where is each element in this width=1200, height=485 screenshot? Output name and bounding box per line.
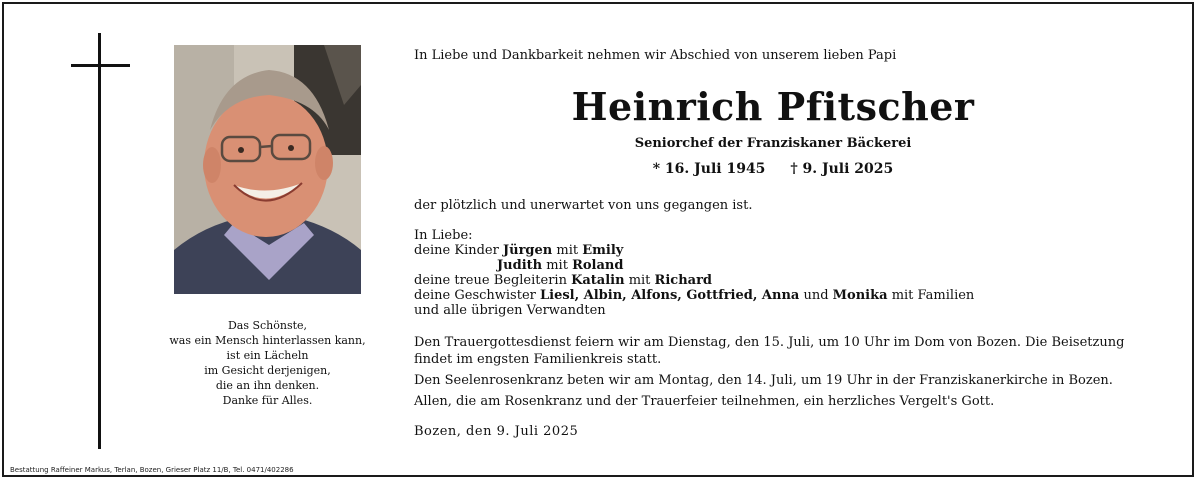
family-heading: In Liebe: [414,228,473,243]
rosary-text: Den Seelenrosenkranz beten wir am Montag, den 14. Juli, um 19 Uhr in der Franziskanerkirche in Bozen. [414,373,1113,388]
family-member: Roland [572,258,624,273]
passing-text: der plötzlich und unerwartet von uns gegangen ist. [414,198,753,213]
family-children-line [414,258,974,273]
cross-icon [98,33,101,449]
family-companion-line [414,273,974,288]
funeral-home-info: Bestattung Raffeiner Markus, Terlan, Bozen, Grieser Platz 11/B, Tel. 0471/402286 [10,466,294,474]
deceased-name: Heinrich Pfitscher [571,84,975,129]
cross-icon-bar [71,64,130,67]
death-date: † 9. Juli 2025 [790,161,894,177]
funeral-service-text: Den Trauergottesdienst feiern wir am Dienstag, den 15. Juli, um 10 Uhr im Dom von Bozen. Die Beisetzung findet im engsten Familienkreis statt. [414,335,1125,367]
family-list [414,228,974,318]
birth-date: * 16. Juli 1945 [652,161,766,177]
deceased-role: Seniorchef der Franziskaner Bäckerei [634,136,912,151]
portrait-photo [174,45,361,294]
quote-line: die an ihn denken. [215,379,320,392]
quote-line: Das Schönste, [227,319,308,332]
family-member: Liesl, Albin, Alfons, Gottfried, Anna [540,288,800,303]
family-prefix: deine Kinder [414,243,503,258]
family-children-line [414,243,974,258]
family-rest-line: und alle übrigen Verwandten [414,303,606,318]
service-info [414,334,1154,414]
family-connector: mit [552,243,583,258]
family-member: Jürgen [502,243,553,258]
quote-line: im Gesicht derjenigen, [204,364,331,377]
quote-line: Danke für Alles. [222,394,313,407]
family-connector: und [799,288,833,303]
family-member: Emily [582,243,624,258]
family-member: Judith [497,258,543,273]
family-suffix: mit Familien [887,288,975,303]
family-siblings-line [414,288,974,303]
family-member: Katalin [571,273,625,288]
family-prefix: deine Geschwister [414,288,540,303]
quote-line: was ein Mensch hinterlassen kann, [169,334,366,347]
memorial-quote [150,318,385,408]
place-date: Bozen, den 9. Juli 2025 [414,424,579,439]
quote-line: ist ein Lächeln [226,349,309,362]
family-connector: mit [542,258,573,273]
family-prefix: deine treue Begleiterin [414,273,572,288]
family-member: Richard [654,273,713,288]
family-connector: mit [624,273,655,288]
thanks-text: Allen, die am Rosenkranz und der Trauerfeier teilnehmen, ein herzliches Vergelt's Gott. [414,394,995,409]
life-dates [414,161,1132,177]
intro-text: In Liebe und Dankbarkeit nehmen wir Abschied von unserem lieben Papi [414,48,897,63]
family-member: Monika [832,288,888,303]
